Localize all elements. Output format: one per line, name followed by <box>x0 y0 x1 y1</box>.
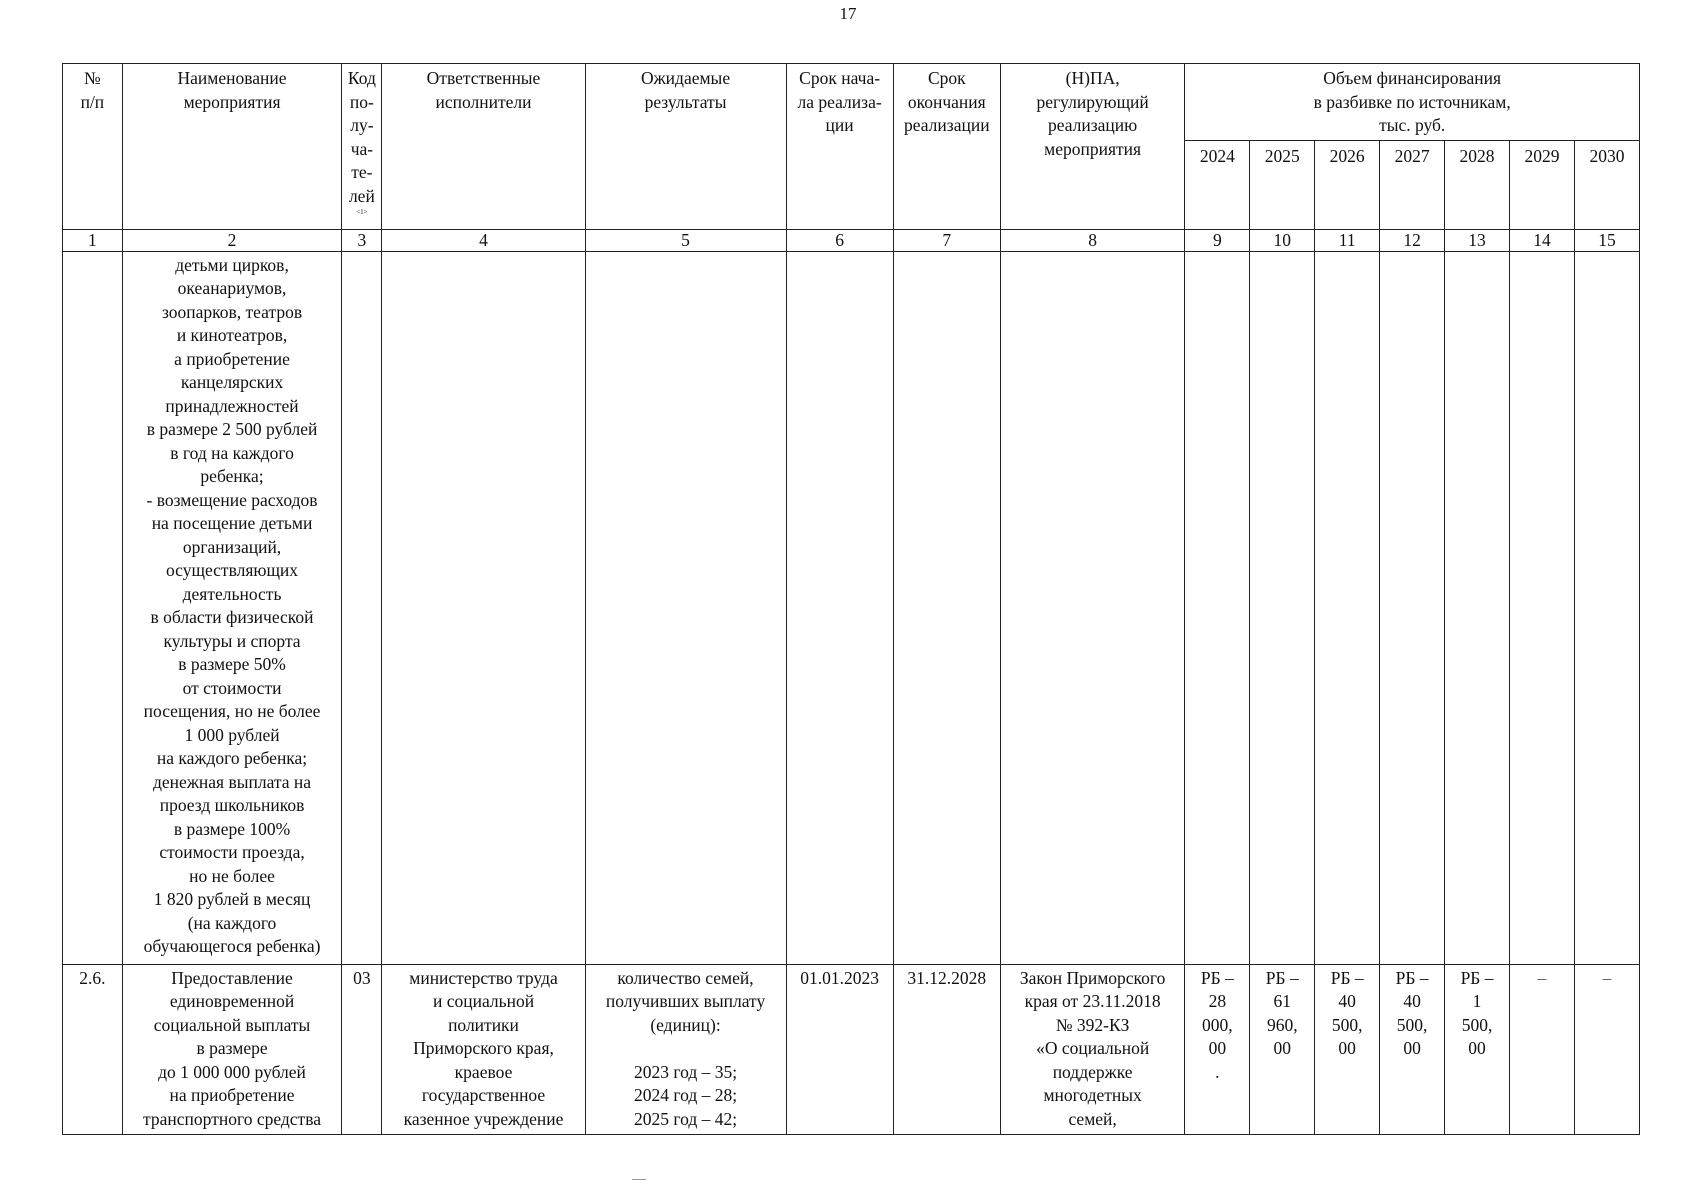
header-year: 2026 <box>1315 140 1380 229</box>
cell-npa <box>1000 251 1184 964</box>
column-number: 8 <box>1000 229 1184 251</box>
cell-executors: министерство труда и социальной политики Приморского края, краевое государственное казенное учреждение <box>382 964 585 1134</box>
column-number: 13 <box>1445 229 1510 251</box>
column-number: 6 <box>786 229 893 251</box>
header-year: 2028 <box>1445 140 1510 229</box>
header-end: Срок окончания реализации <box>893 64 1000 230</box>
column-number: 14 <box>1509 229 1574 251</box>
cell-end <box>893 251 1000 964</box>
cell-start <box>786 251 893 964</box>
header-year: 2027 <box>1380 140 1445 229</box>
cell-num <box>63 251 123 964</box>
cell-npa: Закон Приморского края от 23.11.2018 № 392-КЗ «О социальной поддержке многодетных семей, <box>1000 964 1184 1134</box>
scan-mark <box>632 1179 646 1180</box>
cell-executors <box>382 251 585 964</box>
column-number: 4 <box>382 229 585 251</box>
column-number: 2 <box>122 229 342 251</box>
continuation-row <box>63 251 1640 964</box>
column-number: 9 <box>1185 229 1250 251</box>
column-number: 10 <box>1250 229 1315 251</box>
cell-funding <box>1509 251 1574 964</box>
cell-funding <box>1315 251 1380 964</box>
column-number: 3 <box>342 229 382 251</box>
cell-num: 2.6. <box>63 964 123 1134</box>
header-code-cell <box>342 64 382 230</box>
cell-code: 03 <box>342 964 382 1134</box>
header-row <box>63 64 1640 141</box>
funding-mark: . <box>1215 1061 1220 1082</box>
cell-name: детьми цирков, океанариумов, зоопарков, театров и кинотеатров, а приобретение канцелярских принадлежностей в размере 2 500 рублей в год на каждого ребенка; - возмещение расходов на посещение детьми организаций, осуществляющих деятельность в области физической культуры и спорта в размере 50% от стоимости посещения, но не более 1 000 рублей на каждого ребенка; денежная выплата на проезд школьников в размере 100% стоимости проезда, но не более 1 820 рублей в месяц (на каждого обучающегося ребенка) <box>122 251 342 964</box>
cell-funding-2029: – <box>1509 964 1574 1134</box>
cell-funding <box>1380 251 1445 964</box>
column-number: 15 <box>1574 229 1639 251</box>
cell-name: Предоставление единовременной социальной выплаты в размере до 1 000 000 рублей на приобретение транспортного средства <box>122 964 342 1134</box>
table-row-2-6 <box>63 964 1640 1134</box>
header-year: 2029 <box>1509 140 1574 229</box>
header-executors: Ответственные исполнители <box>382 64 585 230</box>
column-numbers-row <box>63 229 1640 251</box>
cell-results <box>585 251 786 964</box>
cell-start: 01.01.2023 <box>786 964 893 1134</box>
header-code: Код по- лу- ча- те- лей <box>347 68 376 206</box>
header-year: 2024 <box>1185 140 1250 229</box>
cell-funding <box>1445 251 1510 964</box>
cell-funding <box>1250 251 1315 964</box>
header-financing: Объем финансирования в разбивке по источникам, тыс. руб. <box>1185 64 1640 141</box>
cell-funding-2027: РБ – 40 500, 00 <box>1380 964 1445 1134</box>
cell-end: 31.12.2028 <box>893 964 1000 1134</box>
header-results: Ожидаемые результаты <box>585 64 786 230</box>
column-number: 11 <box>1315 229 1380 251</box>
header-code-note: <1> <box>356 208 368 216</box>
cell-funding <box>1185 251 1250 964</box>
header-year: 2025 <box>1250 140 1315 229</box>
cell-funding-2025: РБ – 61 960, 00 <box>1250 964 1315 1134</box>
cell-funding-2024 <box>1185 964 1250 1134</box>
financing-table <box>62 63 1640 1135</box>
cell-results: количество семей, получивших выплату (единиц): 2023 год – 35; 2024 год – 28; 2025 год – 42; <box>585 964 786 1134</box>
funding-value: РБ – 28 000, 00 <box>1200 967 1234 1058</box>
header-name: Наименование мероприятия <box>122 64 342 230</box>
column-number: 1 <box>63 229 123 251</box>
header-start: Срок нача- ла реализа- ции <box>786 64 893 230</box>
column-number: 7 <box>893 229 1000 251</box>
cell-code <box>342 251 382 964</box>
cell-funding-2026: РБ – 40 500, 00 <box>1315 964 1380 1134</box>
header-year: 2030 <box>1574 140 1639 229</box>
cell-funding-2030: – <box>1574 964 1639 1134</box>
page-number: 17 <box>839 4 857 23</box>
header-npa: (Н)ПА, регулирующий реализацию мероприятия <box>1000 64 1184 230</box>
header-num: № п/п <box>63 64 123 230</box>
cell-funding-2028: РБ – 1 500, 00 <box>1445 964 1510 1134</box>
column-number: 12 <box>1380 229 1445 251</box>
column-number: 5 <box>585 229 786 251</box>
cell-funding <box>1574 251 1639 964</box>
